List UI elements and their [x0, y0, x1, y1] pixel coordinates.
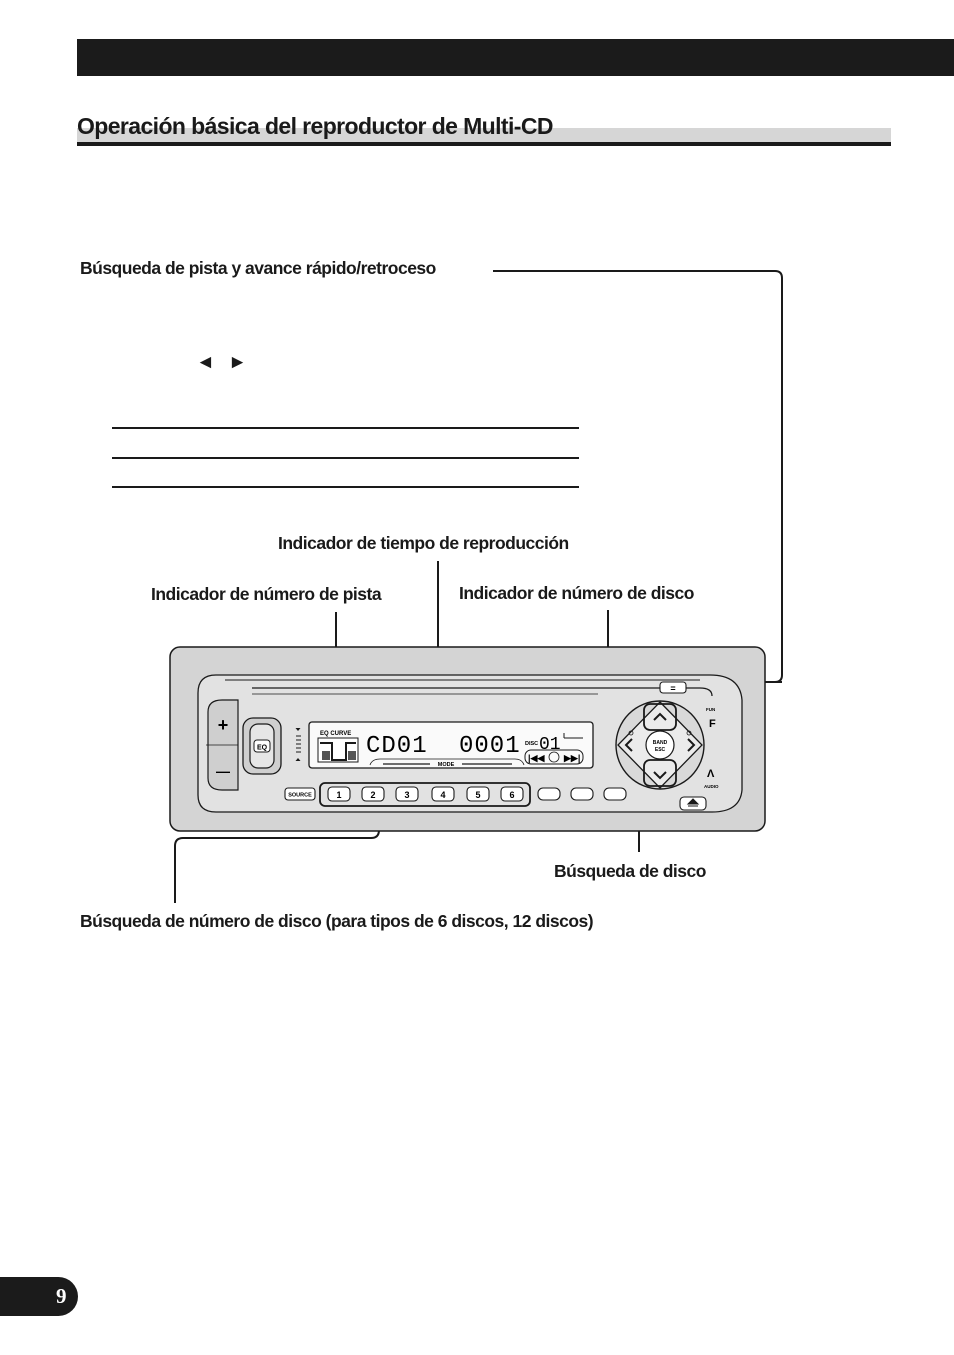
preset-5-label: 5: [475, 790, 481, 800]
volume-down-button[interactable]: —: [216, 763, 230, 779]
volume-up-button[interactable]: +: [217, 715, 229, 735]
preset-2-label: 2: [370, 790, 376, 800]
head-unit: [170, 647, 765, 831]
page-number: 9: [56, 1284, 67, 1308]
label-disc-search: Búsqueda de disco: [554, 861, 706, 881]
eq-button-label: EQ: [256, 744, 268, 752]
mode-label: MODE: [437, 762, 455, 768]
eq-curve-label: EQ CURVE: [320, 731, 352, 737]
eq-bar-2: [348, 751, 356, 760]
label-play-time-indicator: Indicador de tiempo de reproducción: [278, 533, 569, 553]
display-disc-label: DISC: [525, 741, 539, 747]
label-track-search: Búsqueda de pista y avance rápido/retroceso: [80, 258, 436, 278]
preset-6-label: 6: [509, 790, 515, 800]
func-button[interactable]: F: [709, 718, 716, 730]
display-disc: 01: [539, 735, 561, 755]
band-label: BAND: [652, 740, 668, 746]
source-button-label: SOURCE: [288, 792, 312, 799]
preset-3-label: 3: [404, 790, 410, 800]
detach-button-label: =: [670, 683, 676, 694]
audio-label: AUDIO: [704, 784, 719, 789]
label-disc-number-search: Búsqueda de número de disco (para tipos de 6 discos, 12 discos): [80, 911, 594, 931]
seek-arrows-icon: ◄ ►: [196, 352, 251, 373]
blank-button-2[interactable]: [571, 788, 593, 800]
label-track-number-indicator: Indicador de número de pista: [151, 584, 382, 604]
func-label: FUN: [706, 707, 716, 712]
audio-button[interactable]: Λ: [707, 768, 715, 780]
preset-4-label: 4: [440, 790, 446, 800]
display-source: CD01: [366, 733, 428, 760]
seek-forward-icon: ▶▶|: [564, 753, 581, 763]
preset-1-label: 1: [336, 790, 342, 800]
blank-button-3[interactable]: [604, 788, 626, 800]
section-title-text: Operación básica del reproductor de Multi-CD: [77, 113, 553, 139]
seek-back-icon: |◀◀: [528, 753, 545, 763]
label-disc-number-indicator: Indicador de número de disco: [459, 583, 694, 603]
blank-button-1[interactable]: [538, 788, 560, 800]
page-number-badge: [0, 1277, 78, 1316]
esc-label: ESC: [654, 747, 666, 753]
eq-bar-1: [322, 751, 330, 760]
display-track: 0001: [459, 733, 521, 760]
